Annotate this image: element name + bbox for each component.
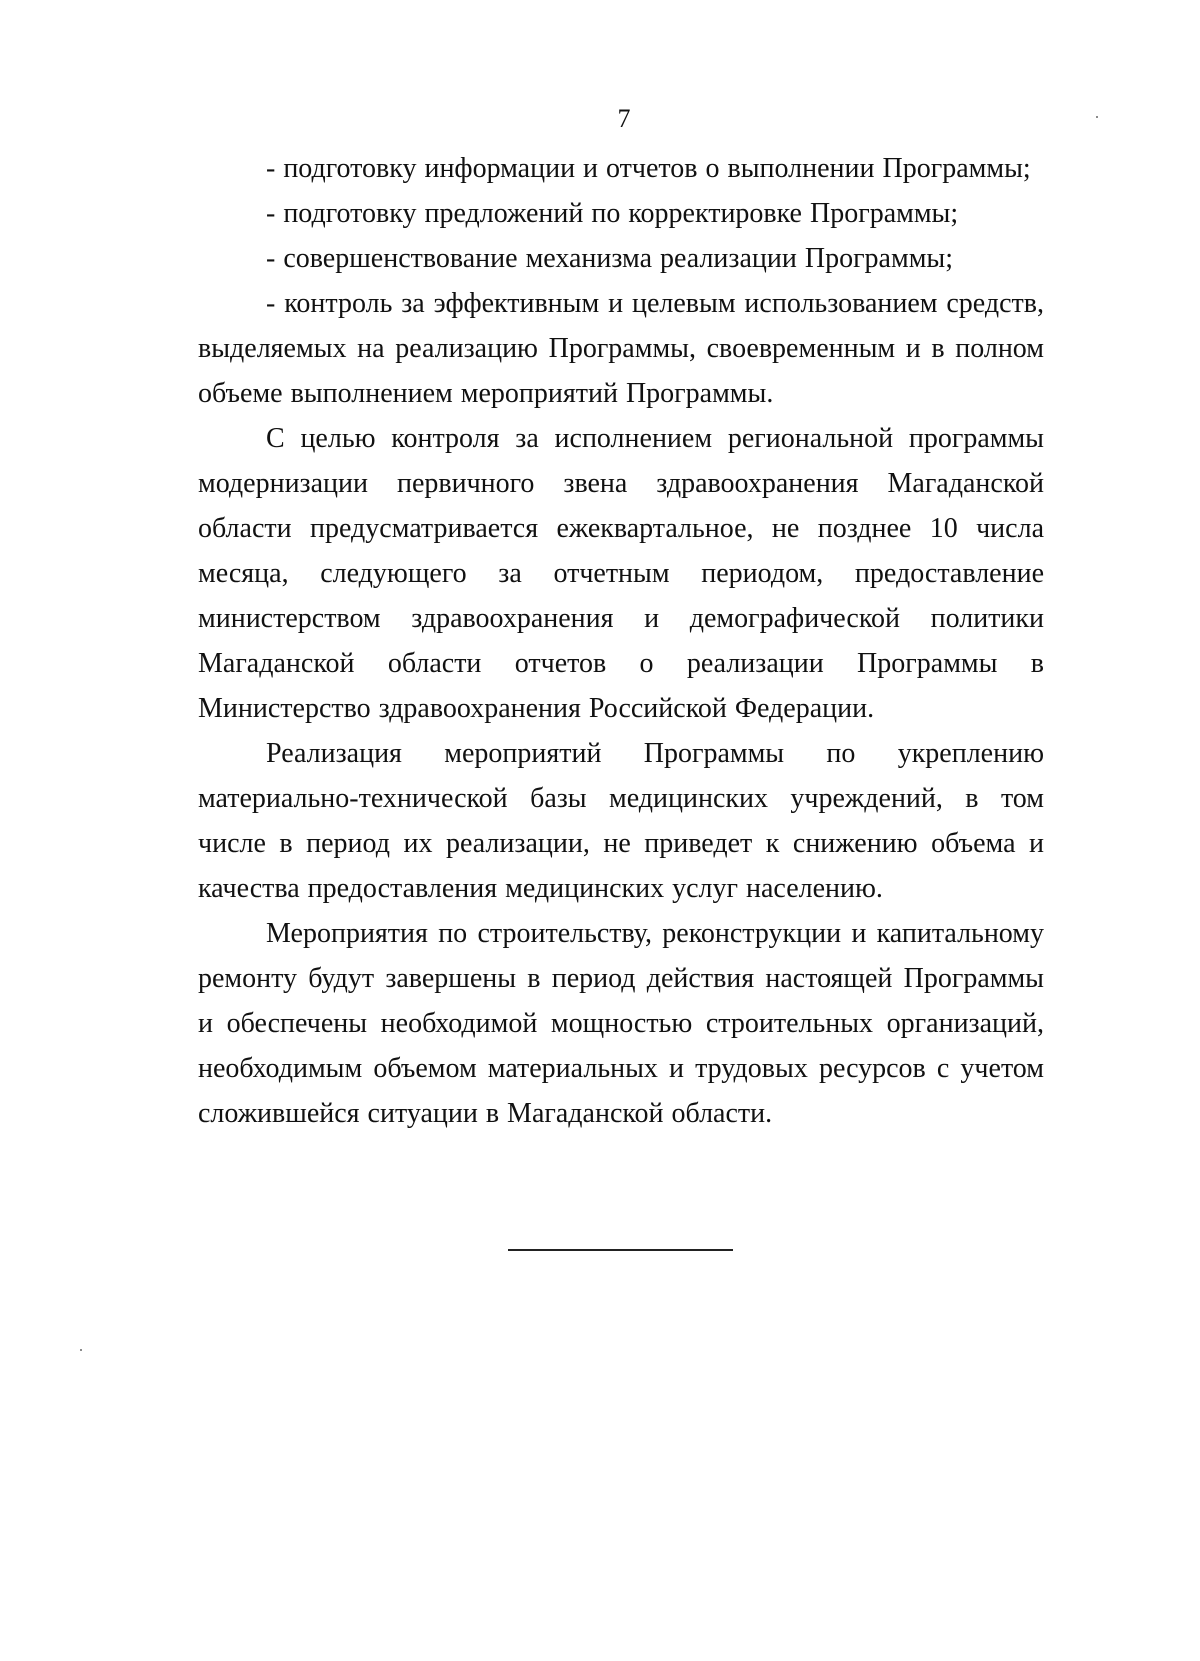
paragraph-material-base: Реализация мероприятий Программы по укреплению материально-технической базы медицинских учреждений, в том числе в период их реализации, не приведет к снижению объема и качества предоставления медицинских услуг населению.	[198, 738, 1044, 904]
scan-speck	[1096, 116, 1098, 118]
page-number: 7	[617, 104, 631, 133]
scan-speck	[80, 1349, 82, 1351]
bullet-item-mechanism: - совершенствование механизма реализации Программы;	[266, 243, 954, 274]
document-body	[198, 146, 1044, 1136]
separator-line	[508, 1249, 733, 1251]
bullet-item-reports: - подготовку информации и отчетов о выполнении Программы;	[266, 153, 1031, 184]
bullet-item-proposals: - подготовку предложений по корректировке Программы;	[266, 198, 959, 229]
bullet-item-control: - контроль за эффективным и целевым использованием средств, выделяемых на реализацию Программы, своевременным и в полном объеме выполнением мероприятий Программы.	[198, 288, 1044, 409]
paragraph-construction: Мероприятия по строительству, реконструкции и капитальному ремонту будут завершены в период действия настоящей Программы и обеспечены необходимой мощностью строительных организаций, необходимым объемом материальных и трудовых ресурсов с учетом сложившейся ситуации в Магаданской области.	[198, 918, 1044, 1129]
paragraph-quarterly-reporting: С целью контроля за исполнением региональной программы модернизации первичного звена здравоохранения Магаданской области предусматривается ежеквартальное, не позднее 10 числа месяца, следующего за отчетным периодом, предоставление министерством здравоохранения и демографической политики Магаданской области отчетов о реализации Программы в Министерство здравоохранения Российской Федерации.	[198, 423, 1044, 724]
